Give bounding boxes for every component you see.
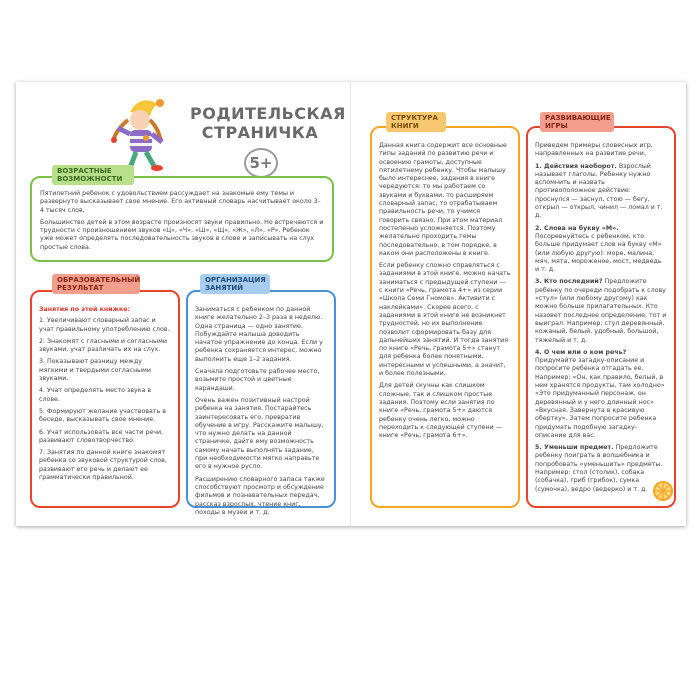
games-item-2-text: Посоревнуйтесь с ребенком, кто больше придумает слов на букву «М» (или любую другую): море, малина, мяч, мята, мороженое, мост, медведь и т. д. [535,232,662,274]
games-item-2-title: 2. Слова на букву «М». [535,224,619,232]
title-line-1: РОДИТЕЛЬСКАЯ [190,104,346,123]
orange-slice-icon [652,480,674,502]
result-item-5: 5. Формируют желание участвовать в беседе, высказывать свое мнение. [39,407,166,424]
tab-structure: СТРУКТУРА КНИГИ [386,112,446,132]
girl-illustration [100,94,186,176]
games-item-3-text: Предложите ребенку по очереди подобрать к слову «стул» (или любому другому) как можно больше прилагательных. Кто назовет последнее определение, тот и выиграл. Например: стул деревянный, кожаный, белый, удобный, большой, тяжелый и т. д. [535,278,667,344]
age-badge: 5+ [244,148,278,178]
tab-organization: ОРГАНИЗАЦИЯ ЗАНЯТИЙ [200,274,270,294]
result-item-7: 7. Занятия по данной книге знакомят ребенка со звуковой структурой слов, развивают его речь и делают ее грамматически правильной. [39,449,167,482]
result-list-title: Занятия по этой книжке: [39,306,130,313]
games-item-3-title: 3. Кто последний? [535,278,603,286]
games-intro: Приведем примеры словесных игр, направленных на развитие речи. [535,142,653,158]
title-line-2: СТРАНИЧКА [201,123,319,142]
result-item-4: 4. Учат определять место звука в слове. [39,387,152,403]
structure-paragraph-1: Данная книга содержит все основные типы заданий по развитию речи и освоению грамоты, доступные пятилетнему ребенку. Чтобы малышу было интереснее, задания в книге чередуются: то мы работаем со звуками и буквами, то расширяем словарный запас, то отрабатываем правильность речи, то учимся говорить связно. При этом материал постепенно усложняется. Поэтому желательно проходить темы последовательно, в том порядке, в каком они расположены в книге. [379,142,507,257]
structure-paragraph-3: Для детей скучны как слишком сложные, так и слишком простые задания. Поэтому если занятия по книге «Речь, грамота 5+» даются ребенку очень легко, можно переходить к следующей ступени — книге «Речь, грамота 6+». [379,382,503,440]
games-item-1-text: Взрослый называет глаголы. Ребенку нужно вспомнить и назвать противоположное действие: проснулся — заснул, стою — бегу, открыл — открыл, чинил — ломал и т. д. [535,162,663,220]
organization-paragraph-1: Заниматься с ребенком по данной книге желательно 2–3 раза в неделю. Одна страница — одно занятие. Побуждайте малыша доводить начатое упражнение до конца. Если у ребенка сохраняется интерес, можно выполнить еще 1–2 задания. [195,306,323,363]
games-item-2 [535,225,667,275]
age-paragraph-1: Пятилетний ребенок с удовольствием рассуждает на знакомые ему темы и развернуто высказывает свое мнение. Его активный словарь насчитывает около 3–4 тысяч слов. [40,190,321,214]
games-section [526,126,676,508]
games-item-3 [535,278,667,344]
tab-age: ВОЗРАСТНЫЕ ВОЗМОЖНОСТИ [52,165,134,185]
page-fold [350,82,351,526]
structure-paragraph-2: Если ребенку сложно справляться с заданиями в этой книге, можно начать заниматься с предыдущей ступени — с книги «Речь, грамота 4+» из серии «Школа Семи Гномов». Активити с наклейками». Скорее всего, с заданиями в этой книге не возникнет трудностей, но их выполнение позволит сформировать базу для дальнейших занятий. И тогда занятия по книге «Речь, грамота 5+» станут для ребенка более понятными, интересными и успешными, а значит, и более полезными. [379,262,511,378]
age-section [30,176,334,262]
age-paragraph-2: Большинство детей в этом возрасте произносят звуки правильно. Но встречаются и трудности с произношением звуков «Ц», «Ч», «Ш», «Щ», «Ж», «Л», «Р». Ребенок уже может определять последовательность звуков в слове и записывать на слух простые слова. [40,218,324,251]
tab-games: РАЗВИВАЮЩИЕ ИГРЫ [540,112,614,132]
page-title [190,104,346,142]
result-section [30,290,180,508]
games-item-4-title: 4. О чем или о ком речь? [535,348,627,356]
games-item-4 [535,349,667,440]
tab-result: ОБРАЗОВАТЕЛЬНЫЙ РЕЗУЛЬТАТ [52,274,140,294]
games-item-5 [535,444,667,494]
games-item-1 [535,163,667,221]
result-item-6: 6. Учат использовать все части речи, развивают словотворчество. [39,428,164,444]
result-item-3: 3. Показывают разницу между мягкими и твердыми согласными звуками. [39,358,152,383]
games-item-4-text: Придумайте загадку-описание и попросите ребенка отгадать ее. Например: «Он, как правило, белый, в нем хранятся продукты, там холодно» «Это придуманный персонаж, он деревянный и у него длинный нос» «Вкусная. Завернута в красивую обертку». Затем попросите ребенка придумать подобную загадку-описание для вас. [535,357,665,439]
structure-section [370,126,520,508]
organization-paragraph-4: Расширению словарного запаса также способствуют просмотр и обсуждение фильмов и познавательных передач, рассказ взрослых, чтение книг, походы в музеи и т. д. [195,475,325,516]
games-item-5-title: 5. Уменьши предмет. [535,444,614,452]
games-item-5-text: Предложите ребенку поиграть в волшебника и попробовать «уменьшить» предметы. Например: стол (столик), собака (собачка), гриб (грибок), сумка (сумочка), ведро (ведерко) и т. д. [535,444,663,493]
result-item-2: 2. Знакомят с гласными и согласными звуками, учат различать их на слух. [39,337,167,354]
games-item-1-title: 1. Действия наоборот. [535,162,617,170]
organization-section [186,290,336,516]
organization-paragraph-3: Очень важен позитивный настрой ребенка на занятия. Постарайтесь заинтересовать его, превратив обучение в игру. Расскажите малышу, что нужно делать на данной страничке, дайте ему возможность самому начать выполнять задание, при необходимости мягко направьте его в нужное русло. [195,396,324,471]
organization-paragraph-2: Сначала подготовьте рабочее место, возьмите простой и цветные карандаши. [195,368,320,392]
result-item-1: 1. Увеличивают словарный запас и учат правильному употреблению слов. [39,317,170,333]
